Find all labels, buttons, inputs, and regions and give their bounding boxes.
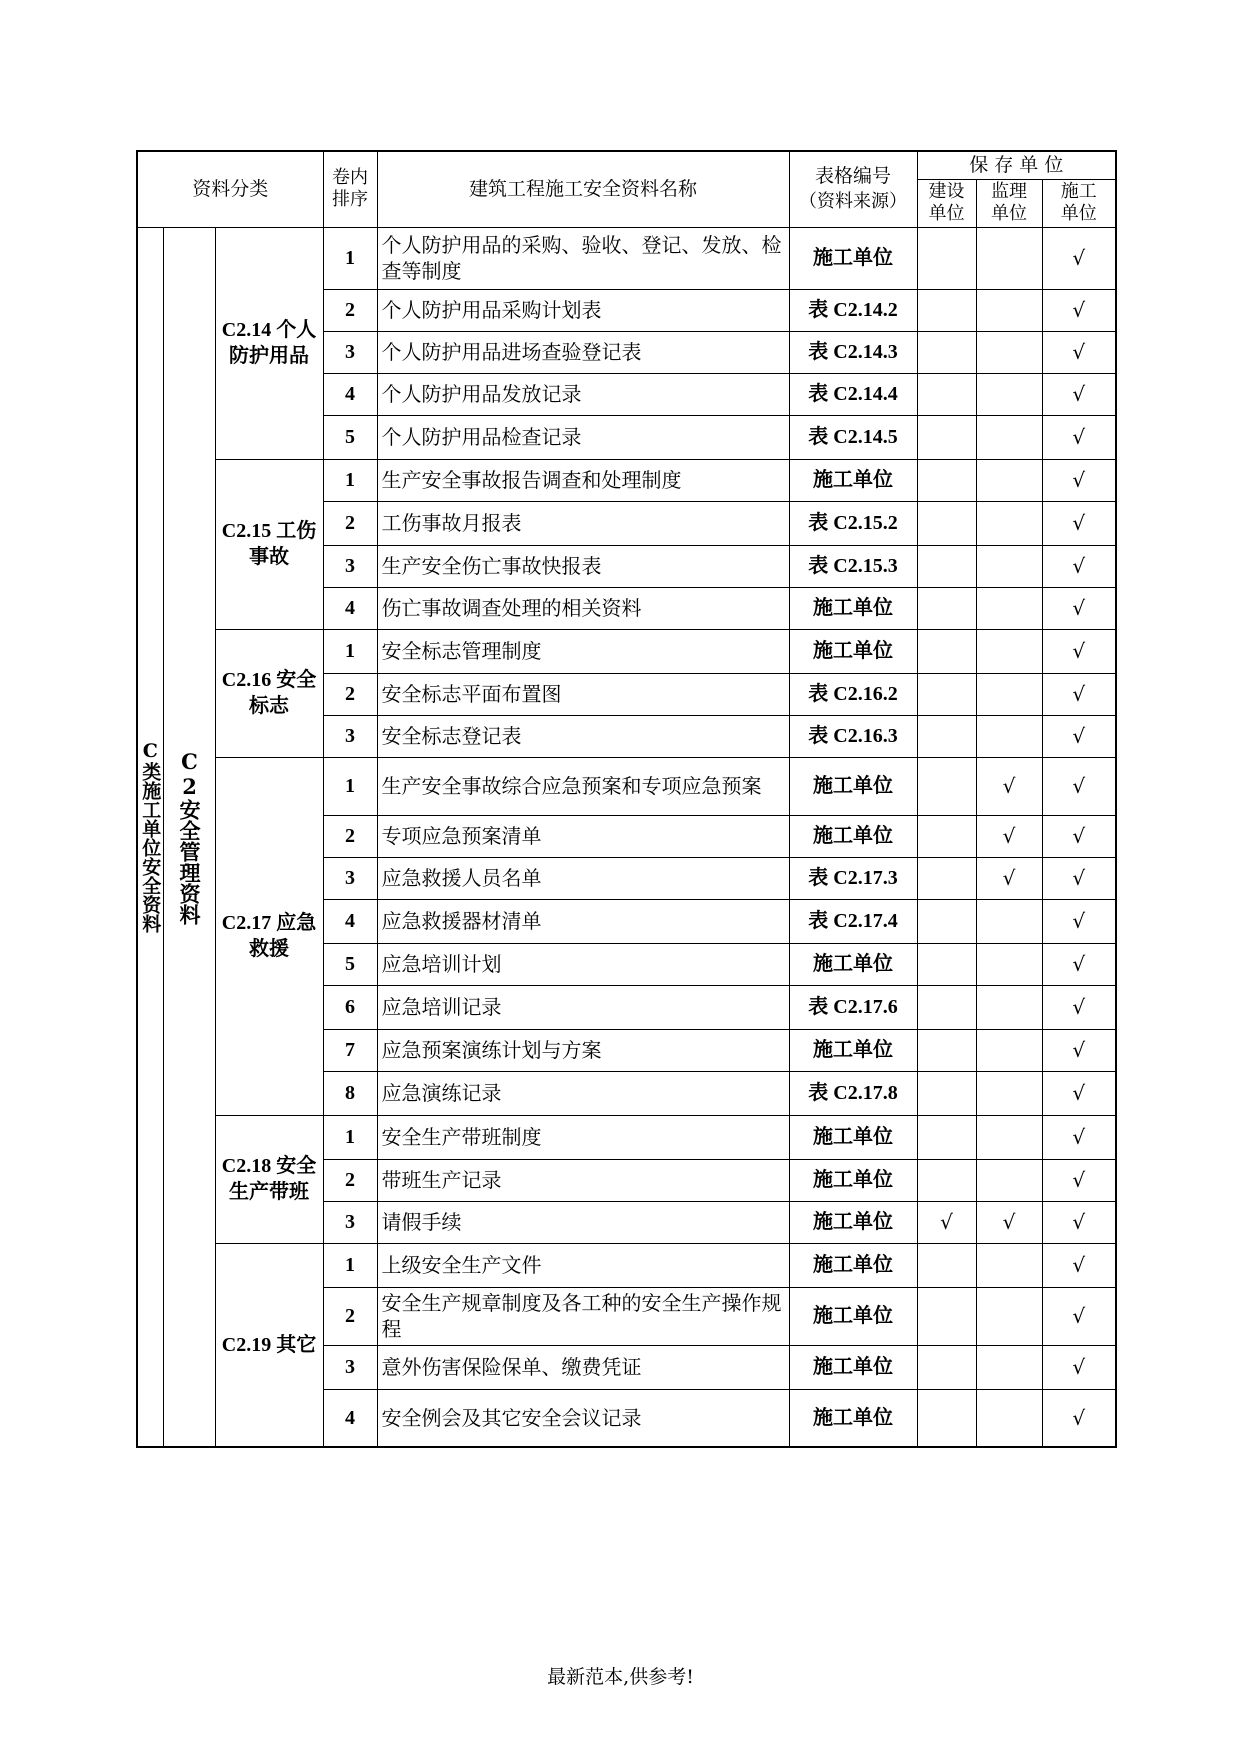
row-check-jianli: [976, 1159, 1042, 1201]
row-check-jianli: √: [976, 815, 1042, 857]
row-name: 安全标志登记表: [377, 715, 789, 757]
row-check-shigong: √: [1042, 1115, 1116, 1159]
row-check-jianshe: [917, 373, 976, 415]
table-row: [137, 629, 1116, 673]
footer-note: 最新范本,供参考!: [547, 1666, 694, 1688]
row-seq: 1: [323, 1115, 377, 1159]
row-name: 生产安全事故报告调查和处理制度: [377, 459, 789, 501]
row-check-shigong: √: [1042, 289, 1116, 331]
category-c-cell: C类施工单位安全资料: [137, 227, 163, 1447]
row-check-jianli: [976, 501, 1042, 545]
row-code: 表 C2.14.4: [789, 373, 917, 415]
row-check-jianshe: [917, 587, 976, 629]
row-check-jianshe: [917, 673, 976, 715]
row-check-jianshe: [917, 1029, 976, 1071]
row-check-jianli: [976, 415, 1042, 459]
row-name: 伤亡事故调查处理的相关资料: [377, 587, 789, 629]
row-name: 带班生产记录: [377, 1159, 789, 1201]
header-code: [789, 151, 917, 227]
header-unit-jianli-line1: 监理: [991, 181, 1028, 202]
row-check-jianshe: [917, 1243, 976, 1287]
row-check-jianli: [976, 943, 1042, 985]
table-row: [137, 227, 1116, 289]
row-seq: 1: [323, 1243, 377, 1287]
row-name: 安全标志平面布置图: [377, 673, 789, 715]
row-check-shigong: √: [1042, 943, 1116, 985]
row-check-jianshe: [917, 1345, 976, 1389]
header-unit-jianshe-line2: 单位: [928, 203, 965, 224]
row-check-jianshe: [917, 715, 976, 757]
row-seq: 3: [323, 331, 377, 373]
row-name: 意外伤害保险保单、缴费凭证: [377, 1345, 789, 1389]
row-check-jianshe: [917, 501, 976, 545]
row-check-shigong: √: [1042, 629, 1116, 673]
row-check-jianli: √: [976, 1201, 1042, 1243]
row-code: 施工单位: [789, 1243, 917, 1287]
group-label: C2.16 安全标志: [215, 629, 323, 757]
row-check-shigong: √: [1042, 1243, 1116, 1287]
row-check-jianli: [976, 227, 1042, 289]
row-name: 安全标志管理制度: [377, 629, 789, 673]
row-code: 表 C2.17.4: [789, 899, 917, 943]
row-check-shigong: √: [1042, 331, 1116, 373]
table-body: [137, 227, 1116, 1447]
row-name: 应急救援人员名单: [377, 857, 789, 899]
row-seq: 3: [323, 1201, 377, 1243]
row-check-jianli: [976, 459, 1042, 501]
header-unit-shigong: [1042, 179, 1116, 227]
row-seq: 1: [323, 227, 377, 289]
row-check-shigong: √: [1042, 899, 1116, 943]
row-code: 表 C2.16.2: [789, 673, 917, 715]
row-check-shigong: √: [1042, 1029, 1116, 1071]
row-check-jianshe: [917, 629, 976, 673]
row-code: 施工单位: [789, 1029, 917, 1071]
row-seq: 5: [323, 943, 377, 985]
header-unit-jianshe-line1: 建设: [928, 181, 965, 202]
row-code: 施工单位: [789, 1115, 917, 1159]
row-seq: 1: [323, 629, 377, 673]
row-code: 施工单位: [789, 757, 917, 815]
row-check-shigong: √: [1042, 673, 1116, 715]
row-check-shigong: √: [1042, 757, 1116, 815]
row-check-jianshe: [917, 857, 976, 899]
row-check-jianli: √: [976, 757, 1042, 815]
row-code: 施工单位: [789, 227, 917, 289]
row-check-jianshe: [917, 1071, 976, 1115]
row-name: 个人防护用品发放记录: [377, 373, 789, 415]
row-check-shigong: √: [1042, 1201, 1116, 1243]
row-check-shigong: √: [1042, 985, 1116, 1029]
row-name: 应急救援器材清单: [377, 899, 789, 943]
row-seq: 3: [323, 715, 377, 757]
header-seq-line1: 卷内: [332, 167, 369, 189]
row-check-jianli: [976, 1389, 1042, 1447]
header-seq-line2: 排序: [332, 189, 369, 211]
row-name: 应急培训记录: [377, 985, 789, 1029]
row-check-shigong: √: [1042, 545, 1116, 587]
row-seq: 4: [323, 587, 377, 629]
row-check-jianli: √: [976, 857, 1042, 899]
row-seq: 7: [323, 1029, 377, 1071]
row-name: 工伤事故月报表: [377, 501, 789, 545]
row-code: 施工单位: [789, 629, 917, 673]
group-label: C2.18 安全生产带班: [215, 1115, 323, 1243]
row-check-jianshe: [917, 545, 976, 587]
row-name: 个人防护用品采购计划表: [377, 289, 789, 331]
row-check-jianli: [976, 331, 1042, 373]
row-check-shigong: √: [1042, 459, 1116, 501]
row-name: 应急预案演练计划与方案: [377, 1029, 789, 1071]
row-name: 生产安全伤亡事故快报表: [377, 545, 789, 587]
row-check-jianshe: [917, 899, 976, 943]
row-code: 表 C2.17.6: [789, 985, 917, 1029]
row-check-jianli: [976, 899, 1042, 943]
row-check-shigong: √: [1042, 1345, 1116, 1389]
row-seq: 3: [323, 857, 377, 899]
row-seq: 1: [323, 459, 377, 501]
header-category: 资料分类: [137, 151, 323, 227]
table-row: [137, 1243, 1116, 1287]
row-seq: 2: [323, 1287, 377, 1345]
row-seq: 4: [323, 1389, 377, 1447]
group-label: C2.14 个人防护用品: [215, 227, 323, 459]
row-name: 安全生产规章制度及各工种的安全生产操作规程: [377, 1287, 789, 1345]
row-check-jianshe: [917, 985, 976, 1029]
row-code: 表 C2.14.3: [789, 331, 917, 373]
row-code: 施工单位: [789, 943, 917, 985]
group-label: C2.17 应急救援: [215, 757, 323, 1115]
row-code: 施工单位: [789, 1159, 917, 1201]
row-check-shigong: √: [1042, 587, 1116, 629]
row-name: 个人防护用品进场查验登记表: [377, 331, 789, 373]
header-unit-jianshe: [917, 179, 976, 227]
row-seq: 4: [323, 373, 377, 415]
row-check-shigong: √: [1042, 1071, 1116, 1115]
row-seq: 5: [323, 415, 377, 459]
row-seq: 3: [323, 1345, 377, 1389]
header-seq: [323, 151, 377, 227]
row-check-jianshe: [917, 1389, 976, 1447]
table-row: [137, 757, 1116, 815]
row-code: 施工单位: [789, 1287, 917, 1345]
row-check-jianli: [976, 1115, 1042, 1159]
row-check-jianli: [976, 1029, 1042, 1071]
row-name: 专项应急预案清单: [377, 815, 789, 857]
row-check-jianli: [976, 985, 1042, 1029]
row-check-jianli: [976, 1071, 1042, 1115]
row-check-shigong: √: [1042, 373, 1116, 415]
row-check-jianshe: √: [917, 1201, 976, 1243]
row-name: 生产安全事故综合应急预案和专项应急预案: [377, 757, 789, 815]
row-check-shigong: √: [1042, 1389, 1116, 1447]
table-row: [137, 1115, 1116, 1159]
row-check-jianli: [976, 673, 1042, 715]
row-name: 请假手续: [377, 1201, 789, 1243]
row-check-jianli: [976, 373, 1042, 415]
row-check-shigong: √: [1042, 857, 1116, 899]
row-seq: 2: [323, 501, 377, 545]
row-check-shigong: √: [1042, 501, 1116, 545]
table-row: [137, 459, 1116, 501]
row-code: 表 C2.15.3: [789, 545, 917, 587]
row-check-shigong: √: [1042, 415, 1116, 459]
row-check-jianli: [976, 715, 1042, 757]
row-check-jianli: [976, 1345, 1042, 1389]
group-label: C2.19 其它: [215, 1243, 323, 1447]
row-seq: 3: [323, 545, 377, 587]
row-check-jianshe: [917, 415, 976, 459]
row-check-jianshe: [917, 1287, 976, 1345]
row-check-jianshe: [917, 943, 976, 985]
header-name: 建筑工程施工安全资料名称: [377, 151, 789, 227]
row-check-jianli: [976, 587, 1042, 629]
row-check-jianshe: [917, 757, 976, 815]
row-check-jianshe: [917, 289, 976, 331]
row-seq: 4: [323, 899, 377, 943]
row-name: 安全生产带班制度: [377, 1115, 789, 1159]
row-check-jianshe: [917, 1159, 976, 1201]
row-name: 应急培训计划: [377, 943, 789, 985]
row-check-jianli: [976, 629, 1042, 673]
row-seq: 2: [323, 289, 377, 331]
group-label: C2.15 工伤事故: [215, 459, 323, 629]
category-c2-cell: C2安全管理资料: [163, 227, 215, 1447]
row-check-shigong: √: [1042, 1159, 1116, 1201]
row-check-jianshe: [917, 459, 976, 501]
row-name: 个人防护用品检查记录: [377, 415, 789, 459]
row-code: 施工单位: [789, 1201, 917, 1243]
row-code: 表 C2.14.5: [789, 415, 917, 459]
row-seq: 2: [323, 673, 377, 715]
row-code: 表 C2.15.2: [789, 501, 917, 545]
header-unit-shigong-line1: 施工: [1060, 181, 1097, 202]
row-seq: 6: [323, 985, 377, 1029]
row-check-jianli: [976, 1287, 1042, 1345]
row-code: 施工单位: [789, 1345, 917, 1389]
row-name: 上级安全生产文件: [377, 1243, 789, 1287]
row-name: 应急演练记录: [377, 1071, 789, 1115]
header-code-line2: （资料来源）: [799, 191, 908, 213]
row-seq: 2: [323, 815, 377, 857]
row-code: 施工单位: [789, 1389, 917, 1447]
row-check-jianli: [976, 1243, 1042, 1287]
row-seq: 2: [323, 1159, 377, 1201]
header-code-line1: 表格编号: [815, 165, 892, 188]
row-code: 表 C2.17.8: [789, 1071, 917, 1115]
row-check-jianshe: [917, 331, 976, 373]
row-name: 个人防护用品的采购、验收、登记、发放、检查等制度: [377, 227, 789, 289]
header-unit-jianli: [976, 179, 1042, 227]
row-code: 表 C2.16.3: [789, 715, 917, 757]
header-unit-jianli-line2: 单位: [991, 203, 1028, 224]
header-unit-shigong-line2: 单位: [1060, 203, 1097, 224]
row-check-jianli: [976, 289, 1042, 331]
archive-table-sheet: [136, 150, 1115, 1448]
row-check-shigong: √: [1042, 227, 1116, 289]
header-keep-units: 保 存 单 位: [917, 151, 1116, 179]
row-check-jianshe: [917, 815, 976, 857]
row-code: 施工单位: [789, 459, 917, 501]
archive-table: [136, 150, 1117, 1448]
row-code: 表 C2.17.3: [789, 857, 917, 899]
row-check-shigong: √: [1042, 715, 1116, 757]
row-check-shigong: √: [1042, 815, 1116, 857]
row-code: 施工单位: [789, 815, 917, 857]
row-seq: 1: [323, 757, 377, 815]
row-check-jianshe: [917, 1115, 976, 1159]
row-check-shigong: √: [1042, 1287, 1116, 1345]
row-code: 施工单位: [789, 587, 917, 629]
row-check-jianli: [976, 545, 1042, 587]
row-code: 表 C2.14.2: [789, 289, 917, 331]
row-seq: 8: [323, 1071, 377, 1115]
row-check-jianshe: [917, 227, 976, 289]
row-name: 安全例会及其它安全会议记录: [377, 1389, 789, 1447]
